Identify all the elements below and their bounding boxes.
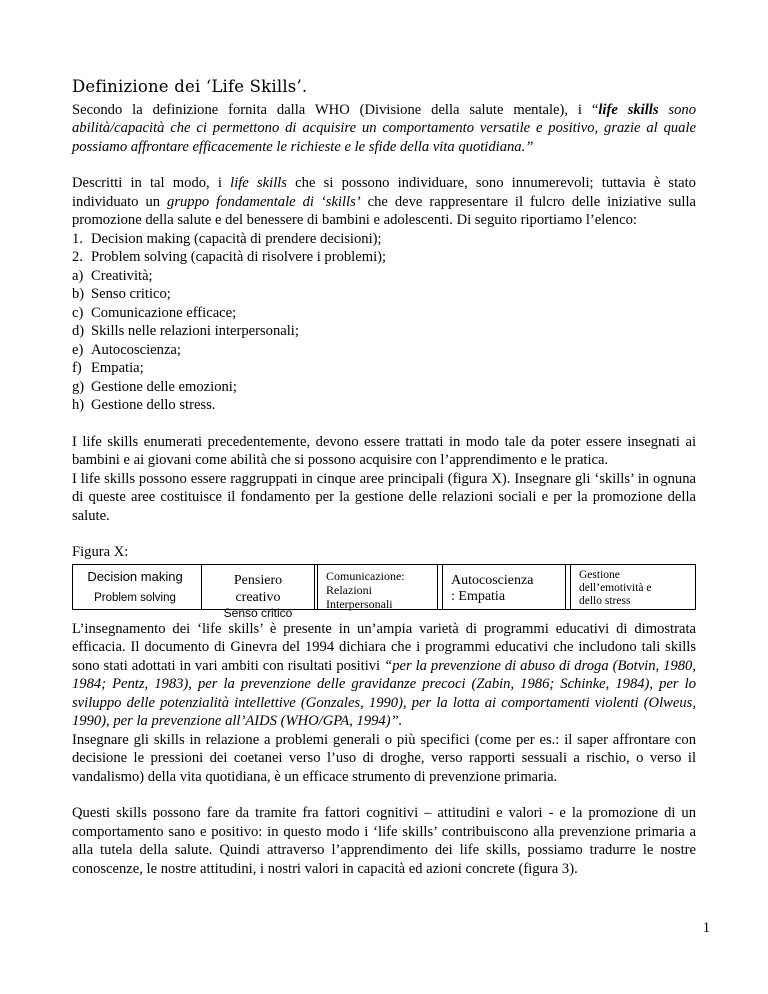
box-line: Autocoscienza bbox=[451, 572, 534, 588]
list-marker: a) bbox=[72, 267, 84, 284]
skills-list bbox=[72, 230, 696, 415]
citation-text: “per la prevenzione di abuso di droga (Botvin, 1980, 1984; Pentz, 1983), per la prevenzione delle gravidanze precoci (Zabin, 1986; Schinke, 1984), per lo sviluppo delle potenzialità intellettive (Gonzales, 1990), per la lotta ai comportamenti violenti (Olweus, 1990), per la prevenzione all’AIDS (WHO/GPA, 1994)”. bbox=[72, 657, 696, 729]
list-item bbox=[72, 396, 696, 415]
box-line: dell’emotività e bbox=[579, 581, 652, 594]
figure-box-communication bbox=[317, 565, 438, 609]
term-core-group: gruppo fondamentale di ‘skills’ bbox=[167, 193, 361, 210]
list-item bbox=[72, 230, 696, 249]
list-text: Decision making (capacità di prendere decisioni); bbox=[91, 230, 382, 247]
list-item bbox=[72, 378, 696, 397]
paragraph-definition bbox=[72, 101, 696, 157]
figure-box-decision bbox=[73, 565, 197, 609]
list-text: Problem solving (capacità di risolvere i problemi); bbox=[91, 249, 387, 265]
list-marker: e) bbox=[72, 341, 84, 358]
list-item bbox=[72, 341, 696, 360]
term-life-skills: life skills bbox=[230, 175, 287, 191]
box-line: Comunicazione: bbox=[326, 568, 405, 583]
box-line: dello stress bbox=[579, 594, 631, 607]
paragraph-prevention: Insegnare gli skills in relazione a problemi generali o più specifici (come per es.: il saper affrontare con decisione le pressioni dei coetanei verso l’uso di droghe, verso rapporti sessuali a rischio, o verso il vandalismo) della vita quotidiana, è un efficace strumento di prevenzione primaria. bbox=[72, 731, 696, 785]
list-marker: h) bbox=[72, 397, 85, 413]
figure-box-creative bbox=[201, 565, 315, 620]
paragraph-cognitive: Questi skills possono fare da tramite fra fattori cognitivi – attitudini e valori - e la promozione di un comportamento sano e positivo: in questo modo i ‘life skills’ contribuiscono alla prevenzione primaria a alla tutela della salute. Quindi attraverso l’apprendimento dei life skills, possiamo tradurre le nostre conoscenze, le nostre attitudini, i nostri valori in capacità ed azioni concrete (figura 3). bbox=[72, 805, 696, 877]
list-item bbox=[72, 359, 696, 378]
list-text: Creatività; bbox=[91, 267, 153, 284]
box-line: Interpersonali bbox=[326, 596, 393, 611]
list-item bbox=[72, 285, 696, 304]
box-line: creativo bbox=[235, 589, 281, 605]
text-span: che deve rappresentare il fulcro delle iniziative sulla promozione della salute e del benessere di bambini e adolescenti. Di seguito riportiamo l’elenco: bbox=[72, 193, 697, 228]
document-page bbox=[72, 78, 696, 878]
list-text: Empatia; bbox=[91, 360, 144, 376]
figure-box-selfawareness bbox=[442, 565, 566, 609]
list-text: Skills nelle relazioni interpersonali; bbox=[91, 323, 299, 339]
paragraph-programs bbox=[72, 620, 696, 731]
list-marker: g) bbox=[72, 378, 85, 395]
list-item bbox=[72, 322, 696, 341]
page-number: 1 bbox=[702, 920, 710, 936]
list-item bbox=[72, 304, 696, 323]
list-text: Gestione delle emozioni; bbox=[91, 378, 237, 395]
text-span: Secondo la definizione fornita dalla WHO (Divisione della salute mentale), i “ bbox=[72, 101, 599, 118]
list-marker: b) bbox=[72, 286, 85, 302]
text-span: che si possono individuare, sono innumerevoli; tuttavia è stato individuato un bbox=[72, 175, 696, 210]
list-text: Gestione dello stress. bbox=[91, 397, 216, 413]
list-marker: c) bbox=[72, 304, 84, 321]
list-item bbox=[72, 267, 696, 286]
text-span: L’insegnamento dei ‘life skills’ è presente in un’ampia varietà di programmi educativi di dimostrata efficacia. Il documento di Ginevra del 1994 dichiara che i programmi educativi che includono tali skills sono stati adottati in vari ambiti con risultati positivi bbox=[72, 620, 696, 674]
box-line: Gestione bbox=[579, 568, 620, 581]
box-line: : Empatia bbox=[451, 588, 506, 604]
figure-box-emotions bbox=[570, 565, 695, 609]
quote-text: sono abilità/capacità che ci permettono di acquisire un comportamento versatile e positivo, grazie al quale possiamo affrontare efficacemente le richieste e le sfide della vita quotidiana.” bbox=[72, 101, 696, 155]
list-item bbox=[72, 248, 696, 267]
box-line: Problem solving bbox=[94, 591, 176, 604]
figure-x-diagram bbox=[72, 564, 696, 620]
box-line: Pensiero bbox=[233, 572, 283, 588]
paragraph-teaching: I life skills enumerati precedentemente, devono essere trattati in modo tale da poter essere insegnati ai bambini e ai giovani come abilità che si possono acquisire con l’apprendimento e le pratica. bbox=[72, 433, 696, 468]
list-marker: 2. bbox=[72, 249, 83, 265]
list-text: Senso critico; bbox=[91, 286, 171, 302]
list-marker: d) bbox=[72, 323, 85, 339]
paragraph-description bbox=[72, 174, 696, 230]
term-life-skills: life skills bbox=[598, 101, 659, 118]
figure-label: Figura X: bbox=[72, 544, 129, 560]
text-span: Descritti in tal modo, i bbox=[72, 175, 231, 191]
list-marker: 1. bbox=[72, 230, 83, 247]
paragraph-areas: I life skills possono essere raggruppati in cinque aree principali (figura X). Insegnare gli ‘skills’ in ognuna di queste aree costituisce il fondamento per la gestione delle relazioni sociali e per la promozione della salute. bbox=[72, 470, 696, 524]
list-text: Autocoscienza; bbox=[91, 341, 181, 358]
box-lines bbox=[202, 572, 314, 606]
list-marker: f) bbox=[72, 360, 82, 376]
page-title: Definizione dei ‘Life Skills’. bbox=[72, 77, 308, 96]
list-text: Comunicazione efficace; bbox=[91, 304, 237, 321]
box-line: Relazioni bbox=[326, 582, 372, 597]
box-line: Senso critico bbox=[223, 605, 293, 620]
box-line: Decision making bbox=[87, 568, 183, 584]
